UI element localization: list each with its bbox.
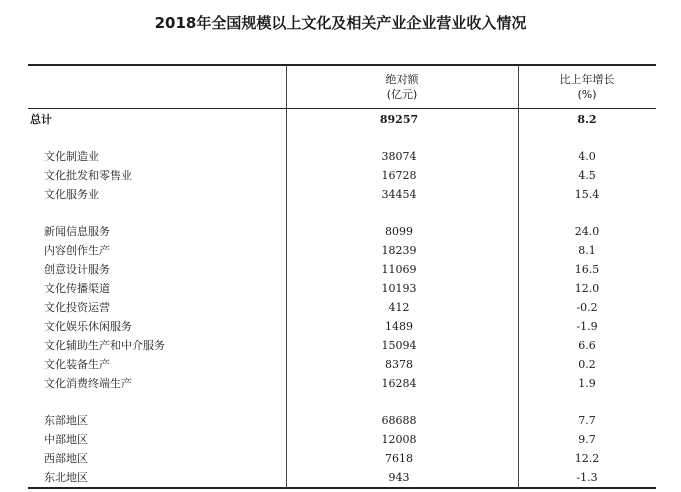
row-amount: 89257 [379,113,419,126]
row-label: 总计 [30,113,52,126]
header-growth-unit: (%) [577,88,597,101]
table-row [0,260,681,279]
row-growth: 8.2 [577,113,597,126]
table-row [0,336,681,355]
table-row [0,298,681,317]
row-label: 文化制造业 [44,150,99,163]
table-row [0,468,681,487]
page-title: 2018年全国规模以上文化及相关产业企业营业收入情况 [154,14,527,32]
table-row [0,374,681,393]
row-growth: 7.7 [578,414,596,427]
table-top-rule [28,64,656,66]
row-amount: 8378 [385,358,413,371]
row-amount: 12008 [381,433,417,446]
row-growth: 24.0 [574,225,600,238]
table-row [0,449,681,468]
row-growth: -0.2 [576,301,598,314]
row-label: 中部地区 [44,433,88,446]
row-label: 新闻信息服务 [44,225,110,238]
row-growth: 0.2 [578,358,596,371]
row-amount: 15094 [381,339,417,352]
row-growth: -1.3 [576,471,598,484]
row-amount: 10193 [381,282,417,295]
table-row [0,222,681,241]
table-row [0,166,681,185]
table-row-total [0,110,681,129]
row-label: 文化消费终端生产 [44,377,132,390]
row-label: 文化辅助生产和中介服务 [44,339,165,352]
row-amount: 34454 [381,188,417,201]
row-amount: 68688 [381,414,417,427]
row-amount: 1489 [385,320,413,333]
row-growth: -1.9 [576,320,598,333]
table-row [0,355,681,374]
row-growth: 6.6 [578,339,596,352]
row-growth: 12.2 [574,452,600,465]
row-growth: 4.0 [578,150,596,163]
row-growth: 12.0 [574,282,600,295]
header-amount-unit: (亿元) [386,88,418,101]
row-label: 东部地区 [44,414,88,427]
row-label: 西部地区 [44,452,88,465]
row-amount: 11069 [381,263,417,276]
header-bottom-rule [28,108,656,109]
row-amount: 16728 [381,169,417,182]
row-label: 文化批发和零售业 [44,169,132,182]
table-row [0,430,681,449]
row-growth: 4.5 [578,169,596,182]
table-row [0,241,681,260]
row-growth: 16.5 [574,263,600,276]
row-amount: 943 [388,471,410,484]
row-label: 文化服务业 [44,188,99,201]
row-label: 文化传播渠道 [44,282,110,295]
row-label: 文化装备生产 [44,358,110,371]
row-growth: 15.4 [574,188,600,201]
row-label: 东北地区 [44,471,88,484]
table-row [0,185,681,204]
table-row [0,411,681,430]
table-row [0,317,681,336]
row-amount: 18239 [381,244,417,257]
table-row [0,147,681,166]
header-amount [286,72,518,102]
row-growth: 9.7 [578,433,596,446]
row-growth: 1.9 [578,377,596,390]
row-growth: 8.1 [578,244,596,257]
row-label: 内容创作生产 [44,244,110,257]
header-growth [518,72,656,102]
table-row [0,279,681,298]
row-amount: 8099 [385,225,413,238]
table-bottom-rule [28,487,656,489]
row-label: 创意设计服务 [44,263,110,276]
header-amount-line1: 绝对额 [385,73,419,86]
row-amount: 412 [388,301,410,314]
row-amount: 38074 [381,150,417,163]
row-amount: 16284 [381,377,417,390]
row-amount: 7618 [385,452,413,465]
header-growth-line1: 比上年增长 [559,73,615,86]
row-label: 文化娱乐休闲服务 [44,320,132,333]
row-label: 文化投资运营 [44,301,110,314]
